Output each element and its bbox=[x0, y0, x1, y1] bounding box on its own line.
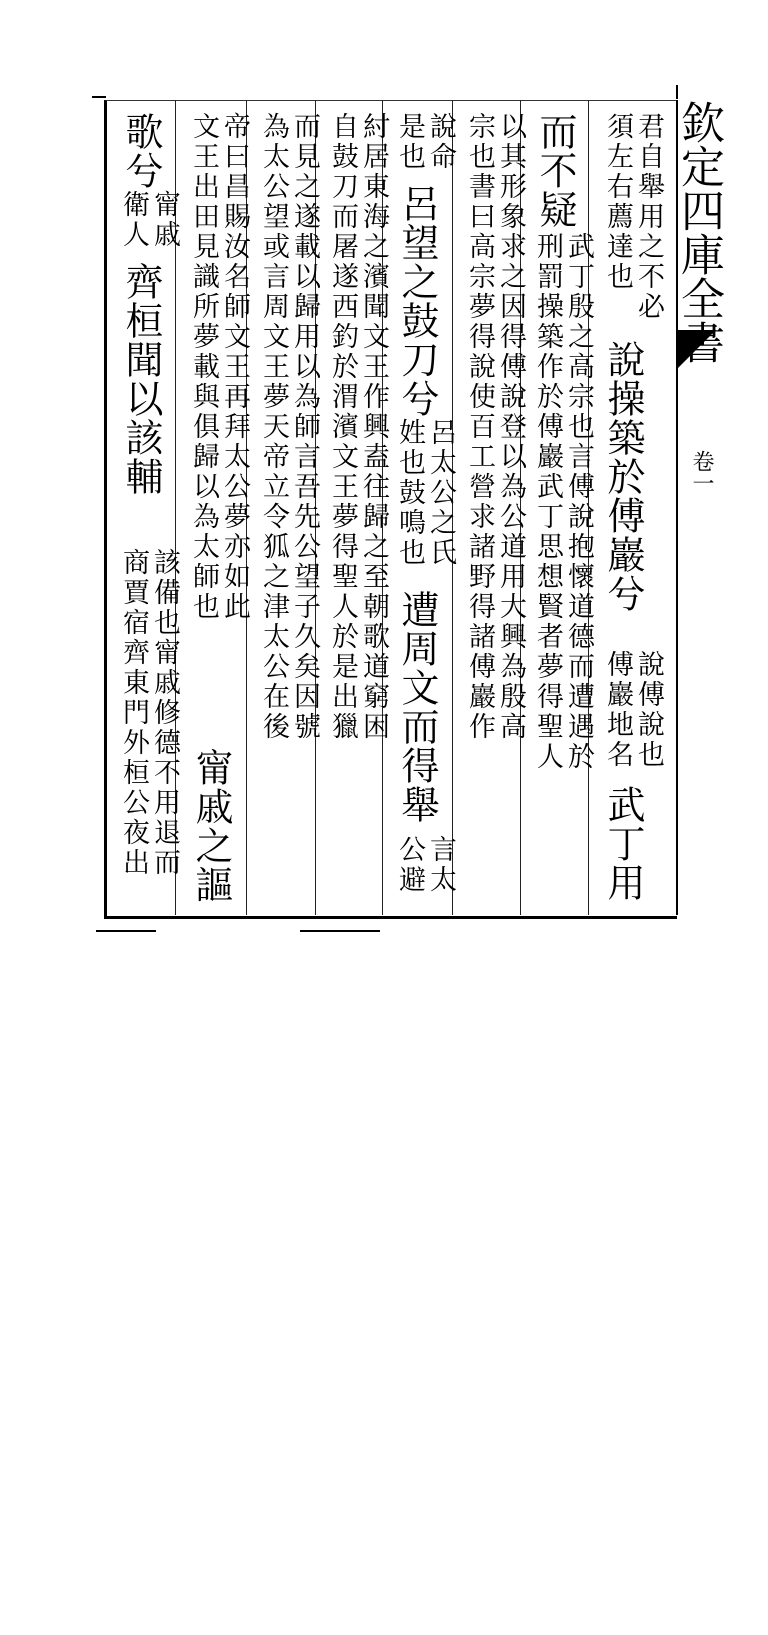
annotation-line: 文王出田見識所夢載與俱歸以為太師也 bbox=[188, 112, 219, 622]
annotation-line: 說命 bbox=[425, 112, 456, 172]
annotation-line: 以其形象求之因得傅說登以為公道用大興為殷高 bbox=[495, 112, 526, 742]
scan-mark bbox=[300, 930, 380, 932]
banner-title: 欽定四庫全書 bbox=[673, 100, 724, 364]
text-column bbox=[317, 112, 387, 912]
main-text: 遭周文而得舉 bbox=[395, 590, 439, 824]
page-banner bbox=[673, 100, 768, 420]
annotation-line: 自鼓刀而屠遂西釣於渭濱文王夢得聖人於是出獵 bbox=[327, 112, 358, 742]
annotation-line: 君自舉用之不必 bbox=[633, 112, 664, 322]
main-text: 呂望之鼓刀兮 bbox=[395, 184, 439, 418]
main-text: 甯戚之謳 bbox=[189, 748, 233, 904]
annotation-line: 帝曰昌賜汝名師文王再拜太公夢亦如此 bbox=[219, 112, 250, 622]
annotation-line: 該備也甯戚修德不用退而 bbox=[149, 548, 180, 878]
main-text: 歌兮 bbox=[119, 112, 163, 190]
annotation-line: 商賈宿齊東門外桓公夜出 bbox=[118, 548, 149, 878]
juan-text: 卷一 bbox=[689, 450, 714, 494]
annotation-line: 為太公望或言周文王夢天帝立令狐之津太公在後 bbox=[258, 112, 289, 742]
annotation-line: 須左右薦達也 bbox=[602, 112, 633, 292]
fish-tail-mark bbox=[676, 330, 716, 370]
annotation-line: 姓也鼓鳴也 bbox=[394, 418, 425, 568]
annotation-line: 說傅說也 bbox=[633, 650, 664, 770]
text-column bbox=[108, 548, 178, 1348]
text-column bbox=[178, 748, 248, 1548]
annotation-line: 言太 bbox=[425, 835, 456, 895]
annotation-line: 是也 bbox=[394, 112, 425, 172]
main-text: 說操築於傅巖兮 bbox=[601, 340, 645, 613]
main-text: 齊桓聞以該輔 bbox=[119, 262, 163, 496]
scan-mark bbox=[92, 96, 106, 98]
annotation-line: 衛人 bbox=[118, 190, 149, 250]
main-text: 而不疑 bbox=[533, 112, 577, 229]
text-column bbox=[248, 112, 318, 912]
annotation-line: 呂太公之氏 bbox=[425, 418, 456, 568]
annotation-line: 宗也書曰高宗夢得說使百工營求諸野得諸傅巖作 bbox=[464, 112, 495, 742]
annotation-line: 刑罰操築作於傅巖武丁思想賢者夢得聖人 bbox=[532, 232, 563, 772]
text-column bbox=[454, 112, 524, 912]
annotation-line: 甯戚 bbox=[149, 190, 180, 250]
text-column bbox=[592, 785, 662, 1585]
annotation-line: 武丁殷之高宗也言傅說抱懷道德而遭遇於 bbox=[563, 232, 594, 772]
text-column bbox=[522, 232, 592, 1032]
main-text: 武丁用 bbox=[601, 785, 645, 902]
annotation-line: 公避 bbox=[394, 835, 425, 895]
scan-mark bbox=[96, 930, 156, 932]
text-column bbox=[384, 835, 454, 1635]
annotation-line: 傅巖地名 bbox=[602, 650, 633, 770]
scan-mark bbox=[676, 85, 678, 99]
annotation-line: 而見之遂載以歸用以為師言吾先公望子久矣因號 bbox=[289, 112, 320, 742]
annotation-line: 紂居東海之濱聞文王作興盍往歸之至朝歌道窮困 bbox=[358, 112, 389, 742]
juan-label bbox=[690, 450, 712, 494]
